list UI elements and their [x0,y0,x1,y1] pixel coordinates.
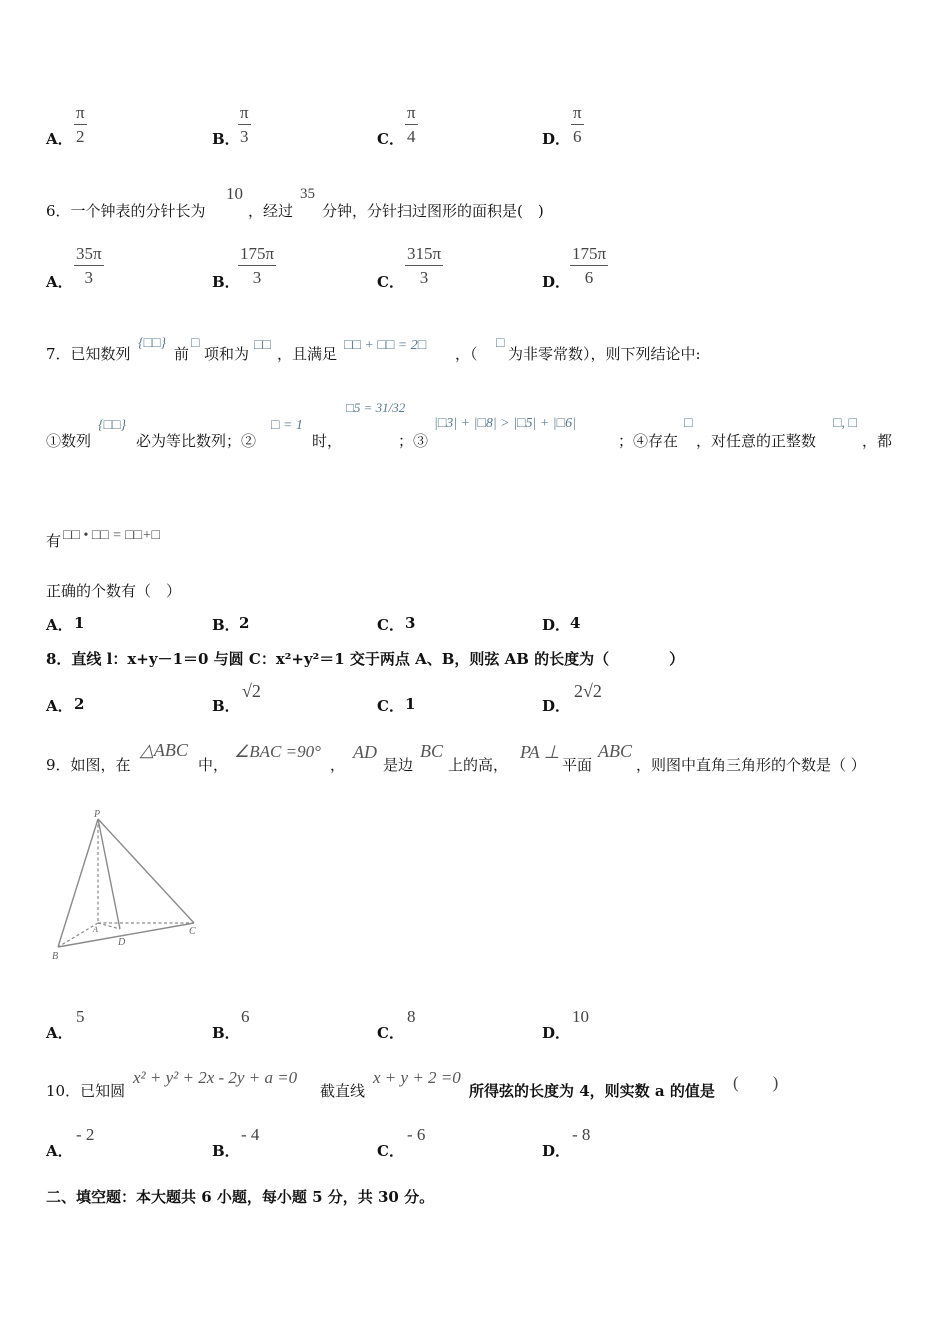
q10-option-a-label: A． [46,1142,73,1160]
q5-option-c-label: C． [377,130,404,148]
q9-option-b-value: 6 [241,1007,250,1026]
q7-statement-3-prefix: ；③ [398,432,429,450]
q7-constant-placeholder: □ [496,336,505,351]
q8-option-c-value: 1 [405,695,416,713]
q9-option-d-value: 10 [572,1007,589,1026]
q7-statement-4-text: ，对任意的正整数 [696,432,817,450]
q9-math-bc: BC [420,741,444,761]
q7-statement-4-placeholder: □ [684,416,693,431]
q6-prefix: 6．一个钟表的分针长为 [46,202,206,220]
q9-math-ad: AD [353,742,377,762]
edge-ad [98,923,120,929]
edge-pc [98,819,194,923]
q9-option-a-label: A． [46,1024,73,1042]
q5-option-b-fraction: $\frac{\pi}{3}$ [240,103,249,146]
q9-math-angle: ∠BAC =90° [234,742,321,761]
q7-ask: 正确的个数有（ ） [46,582,182,600]
q9-pyramid-figure [44,805,214,965]
q9-math-pa: PA ⊥ [520,742,560,762]
q10-option-b-label: B． [212,1142,240,1160]
q7-sn-placeholder: □□ [254,338,271,353]
q7-statement-1: ①数列 [46,432,92,450]
q7-statement-3-inequality: |□3| + |□8| > |□5| + |□6| [434,416,576,431]
label-b: B [52,951,59,962]
q10-option-a-value: - 2 [76,1125,95,1144]
q7-statement-1-text: 必为等比数列；② [136,432,257,450]
q9-option-c-value: 8 [407,1007,416,1026]
q9-option-d-label: D． [542,1024,571,1042]
q10-option-b-value: - 4 [241,1125,260,1144]
label-c: C [189,926,196,937]
q10-text-0: 10．已知圆 [46,1082,126,1100]
q8-option-a-value: 2 [74,695,85,713]
q6-option-b-label: B． [212,273,240,291]
q7-option-a-value: 1 [74,614,85,632]
q9-option-a-value: 5 [76,1007,85,1026]
q7-statement-4-mn: □, □ [833,416,857,431]
edge-pb [58,819,98,947]
q7-option-c-label: C． [377,616,404,634]
q6-option-d-label: D． [542,273,571,291]
q10-text-2: 所得弦的长度为 4，则实数 a 的值是 [469,1082,715,1100]
q5-option-b-label: B． [212,130,240,148]
q5-option-d-label: D． [542,130,571,148]
q5-option-c-fraction: $\frac{\pi}{4}$ [407,103,416,146]
q9-text-1: 中， [198,756,229,774]
q8-option-b-value: √2 [242,681,261,701]
q6-option-b-fraction: $\frac{175\pi}{3}$ [240,244,275,287]
q7-option-d-value: 4 [570,614,581,632]
q6-option-d-fraction: $\frac{175\pi}{6}$ [572,244,607,287]
q6-mid: ，经过 [248,202,294,220]
q9-text-6: ，则图中直角三角形的个数是（ ） [636,756,866,774]
q7-statement-4-end: ，都 [862,432,893,450]
q10-text-1: 截直线 [320,1082,366,1100]
q7-text-4: ，（ [455,345,478,363]
q9-option-c-label: C． [377,1024,404,1042]
q7-text-2: 项和为 [204,345,250,363]
q10-line-equation: x + y + 2 =0 [373,1068,461,1087]
q10-option-c-value: - 6 [407,1125,426,1144]
q7-option-b-label: B． [212,616,240,634]
q7-option-d-label: D． [542,616,571,634]
q9-text-2: ， [330,756,346,774]
q9-text-0: 9．如图，在 [46,756,131,774]
q6-option-c-fraction: $\frac{315\pi}{3}$ [407,244,442,287]
q9-math-abc: ABC [598,741,632,761]
q7-text-3: ，且满足 [277,345,338,363]
q6-suffix: 分钟，分针扫过图形的面积是( ) [322,202,544,220]
q9-option-b-label: B． [212,1024,240,1042]
q7-statement-2-condition: □ = 1 [271,418,303,433]
label-a: A [93,925,98,934]
q6-minutes: 35 [300,186,315,202]
edge-pd [98,819,120,929]
q9-text-3: 是边 [383,756,414,774]
q7-line3-expression: □□ • □□ = □□+□ [63,528,160,543]
q10-circle-equation: x² + y² + 2x - 2y + a =0 [133,1068,298,1087]
q7-option-a-label: A． [46,616,73,634]
q5-option-a-label: A． [46,130,73,148]
q8-option-d-label: D． [542,697,571,715]
q8-text: 8．直线 l：x+y－1＝0 与圆 C：x²+y²＝1 交于两点 A、B，则弦 AB 的长度为（ ） [46,650,685,668]
q7-n-placeholder: □ [191,336,200,351]
q5-option-d-fraction: $\frac{\pi}{6}$ [573,103,582,146]
q6-option-a-label: A． [46,273,73,291]
q6-option-c-label: C． [377,273,404,291]
q10-option-d-label: D． [542,1142,571,1160]
q7-statement-2-text: 时， [312,432,343,450]
q7-option-c-value: 3 [405,614,416,632]
q8-option-a-label: A． [46,697,73,715]
q7-line3-prefix: 有 [46,532,62,550]
q7-text-1: 前 [174,345,190,363]
q7-statement-2-value: □5 = 31/32 [346,400,406,415]
q6-option-a-fraction: $\frac{35\pi}{3}$ [76,244,102,287]
q7-sequence-placeholder: {□□} [138,336,167,351]
q9-text-4: 上的高， [448,756,509,774]
q6-minute-hand-length: 10 [226,184,243,203]
q7-prefix: 7．已知数列 [46,345,131,363]
q7-statement-4-prefix: ；④存在 [618,432,679,450]
q5-option-a-fraction: $\frac{\pi}{2}$ [76,103,85,146]
q10-option-c-label: C． [377,1142,404,1160]
q7-text-5: 为非零常数），则下列结论中: [508,345,701,363]
q9-text-5: 平面 [562,756,593,774]
q10-paren: ( ) [733,1073,779,1092]
q7-statement-1-sequence: {□□} [98,418,127,433]
label-d: D [118,937,126,948]
q8-option-b-label: B． [212,697,240,715]
q7-option-b-value: 2 [239,614,250,632]
q7-condition: □□ + □□ = 2□ [344,338,427,353]
q10-option-d-value: - 8 [572,1125,591,1144]
q8-option-d-value: 2√2 [574,681,602,701]
section-2-heading: 二、填空题：本大题共 6 小题，每小题 5 分，共 30 分。 [46,1188,435,1206]
label-p: P [94,809,101,820]
q9-math-triangle: △ABC [140,740,188,760]
q8-option-c-label: C． [377,697,404,715]
